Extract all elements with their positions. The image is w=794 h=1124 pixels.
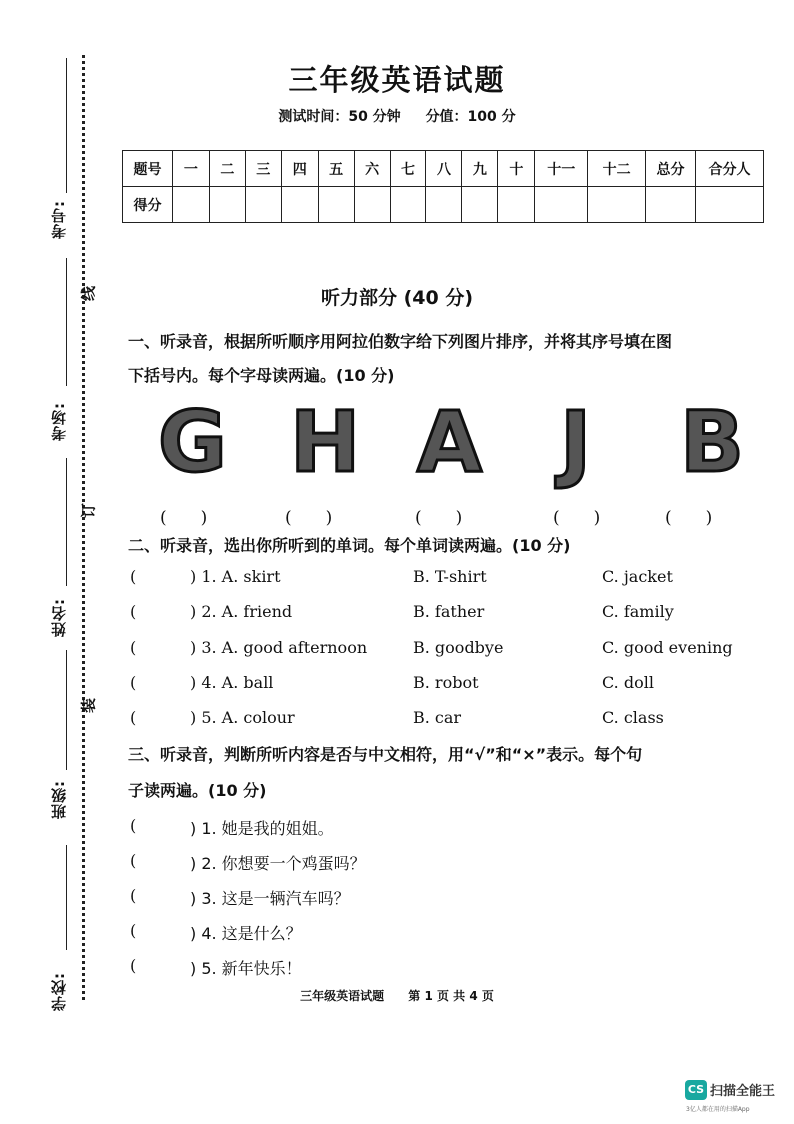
table-cell: 得分: [123, 187, 173, 223]
q2-item: [130, 567, 136, 586]
q2-option-c: C. class: [602, 708, 664, 727]
q2-option-a: ) 2. A. friend: [190, 602, 293, 621]
score-cell[interactable]: [172, 187, 209, 223]
q2-option-c: C. family: [602, 602, 674, 621]
page-footer: [0, 987, 794, 1004]
q2-item: [130, 673, 136, 692]
footer-title: 三年级英语试题: [300, 989, 385, 1003]
score-cell[interactable]: [354, 187, 390, 223]
table-cell: 题号: [123, 151, 173, 187]
answer-paren-open[interactable]: (: [130, 956, 137, 975]
score-cell[interactable]: [390, 187, 426, 223]
table-cell: 十: [498, 151, 535, 187]
exam-room-label: 考场:: [50, 402, 68, 441]
q2-item: [130, 708, 136, 727]
score-cell[interactable]: [588, 187, 646, 223]
answer-paren-open[interactable]: (: [130, 567, 137, 586]
exam-number-label: 考号:: [50, 200, 68, 239]
q2-item: [130, 602, 136, 621]
table-cell: 三: [245, 151, 281, 187]
camscanner-name: 扫描全能王: [710, 1084, 776, 1099]
binding-mark-order: 订: [79, 503, 98, 519]
score-cell[interactable]: [498, 187, 535, 223]
q3-item: ) 2. 你想要一个鸡蛋吗？: [190, 854, 366, 873]
q2-option-c: C. doll: [602, 673, 654, 692]
table-cell: 十二: [588, 151, 646, 187]
letter-picture-a: A: [417, 393, 483, 491]
q2-option-a: ) 3. A. good afternoon: [190, 638, 368, 657]
answer-paren-open[interactable]: (: [130, 816, 137, 835]
table-cell: 十一: [535, 151, 588, 187]
table-cell: 八: [426, 151, 462, 187]
table-cell: 一: [172, 151, 209, 187]
answer-paren-open[interactable]: (: [130, 673, 137, 692]
answer-paren-open[interactable]: (: [130, 638, 137, 657]
score-table-header-row: [123, 151, 764, 187]
page-title: 三年级英语试题: [288, 63, 506, 97]
q1-heading-line1: 一、听录音，根据所听顺序用阿拉伯数字给下列图片排序，并将其序号填在图: [128, 332, 673, 351]
table-cell: 六: [354, 151, 390, 187]
binding-mark-line: 线: [79, 286, 98, 302]
q3-item: ) 5. 新年快乐！: [190, 959, 302, 978]
q2-heading: 二、听录音，选出你所听到的单词。每个单词读两遍。(10 分): [128, 536, 571, 555]
answer-paren[interactable]: ( ): [415, 508, 463, 528]
name-line: [66, 458, 67, 586]
letter-picture-h: H: [290, 393, 361, 491]
school-line: [66, 845, 67, 950]
score-cell[interactable]: [281, 187, 318, 223]
school-label: 学校:: [50, 972, 68, 1011]
class-line: [66, 650, 67, 770]
q3-heading-line2: 子读两遍。(10 分): [128, 781, 267, 800]
table-cell: 合分人: [695, 151, 763, 187]
score-cell[interactable]: [245, 187, 281, 223]
section-title: 听力部分 (40 分): [320, 287, 474, 309]
score-cell[interactable]: [318, 187, 354, 223]
page-number: 第 1 页 共 4 页: [408, 989, 494, 1003]
answer-paren[interactable]: ( ): [553, 508, 601, 528]
table-cell: 七: [390, 151, 426, 187]
answer-paren[interactable]: ( ): [665, 508, 713, 528]
letter-picture-g: G: [158, 393, 227, 491]
answer-paren[interactable]: ( ): [160, 508, 208, 528]
score-table-score-row: [123, 187, 764, 223]
exam-room-line: [66, 258, 67, 386]
q3-heading-line1: 三、听录音，判断所听内容是否与中文相符，用“√”和“×”表示。每个句: [128, 745, 643, 764]
table-cell: 二: [209, 151, 245, 187]
q2-option-b: B. goodbye: [413, 638, 504, 657]
answer-paren-open[interactable]: (: [130, 921, 137, 940]
answer-paren[interactable]: ( ): [285, 508, 333, 528]
q2-option-b: B. robot: [413, 673, 479, 692]
score-cell[interactable]: [695, 187, 763, 223]
score-cell[interactable]: [535, 187, 588, 223]
q2-option-c: C. good evening: [602, 638, 733, 657]
q2-item: [130, 638, 136, 657]
total-score: 分值：100 分: [425, 109, 516, 125]
test-time: 测试时间：50 分钟: [278, 109, 401, 125]
score-cell[interactable]: [646, 187, 696, 223]
q1-heading-line2: 下括号内。每个字母读两遍。(10 分): [128, 366, 395, 385]
table-cell: 四: [281, 151, 318, 187]
q2-option-a: ) 1. A. skirt: [190, 567, 281, 586]
table-cell: 总分: [646, 151, 696, 187]
q3-item: ) 1. 她是我的姐姐。: [190, 819, 334, 838]
answer-paren-open[interactable]: (: [130, 886, 137, 905]
binding-dotted-line: [82, 55, 85, 1000]
table-cell: 九: [462, 151, 498, 187]
score-cell[interactable]: [462, 187, 498, 223]
camscanner-logo-icon: CS: [685, 1080, 707, 1100]
q2-option-b: B. T-shirt: [413, 567, 487, 586]
q2-option-b: B. father: [413, 602, 485, 621]
class-label: 班级:: [50, 780, 68, 819]
camscanner-tagline: 3亿人都在用的扫描App: [686, 1106, 750, 1113]
table-cell: 五: [318, 151, 354, 187]
binding-mark-bind: 装: [79, 698, 98, 714]
exam-info: [0, 106, 794, 126]
score-cell[interactable]: [426, 187, 462, 223]
answer-paren-open[interactable]: (: [130, 602, 137, 621]
letter-picture-j: J: [560, 393, 592, 491]
q2-option-a: ) 4. A. ball: [190, 673, 274, 692]
q3-item: ) 4. 这是什么？: [190, 924, 302, 943]
q2-option-b: B. car: [413, 708, 462, 727]
q2-option-c: C. jacket: [602, 567, 673, 586]
score-table: [122, 150, 764, 223]
q3-item: ) 3. 这是一辆汽车吗？: [190, 889, 350, 908]
answer-paren-open[interactable]: (: [130, 708, 137, 727]
answer-paren-open[interactable]: (: [130, 851, 137, 870]
score-cell[interactable]: [209, 187, 245, 223]
q2-option-a: ) 5. A. colour: [190, 708, 295, 727]
name-label: 姓名:: [50, 598, 68, 637]
letter-picture-b: B: [680, 393, 745, 491]
